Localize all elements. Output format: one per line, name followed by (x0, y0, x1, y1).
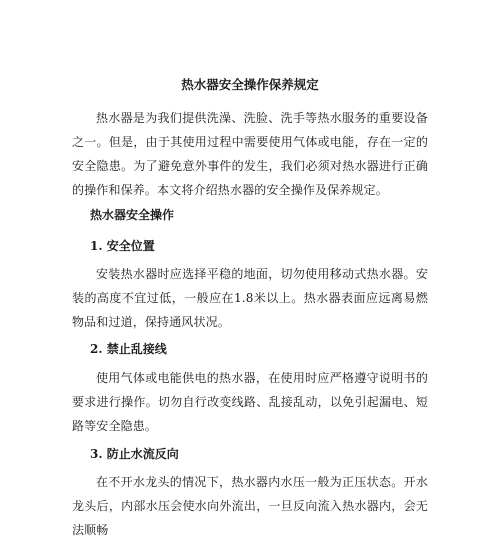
intro-paragraph: 热水器是为我们提供洗澡、洗脸、洗手等热水服务的重要设备之一。但是，由于其使用过程中需要使用气体或电能，存在一定的安全隐患。为了避免意外事件的发生，我们必须对热水器进行正确的操作和保养。本文将介绍热水器的安全操作及保养规定。 (72, 111, 428, 197)
item-3-heading: 3. 防止水流反向 (90, 447, 179, 461)
item-1-body: 安装热水器时应选择平稳的地面，切勿使用移动式热水器。安装的高度不宜过低，一般应在1.8米以上。热水器表面应远离易燃物品和过道，保持通风状况。 (72, 267, 428, 329)
document-title: 热水器安全操作保养规定 (181, 77, 319, 92)
item-3-body: 在不开水龙头的情况下，热水器内水压一般为正压状态。开水龙头后，内部水压会使水向外流出，一旦反向流入热水器内，会无法顺畅 (72, 475, 428, 537)
item-2-heading: 2. 禁止乱接线 (90, 342, 167, 356)
section-heading: 热水器安全操作 (90, 208, 175, 222)
item-2-body: 使用气体或电能供电的热水器，在使用时应严格遵守说明书的要求进行操作。切勿自行改变线路、乱接乱动，以免引起漏电、短路等安全隐患。 (72, 371, 428, 433)
item-1-heading: 1. 安全位置 (90, 239, 155, 253)
